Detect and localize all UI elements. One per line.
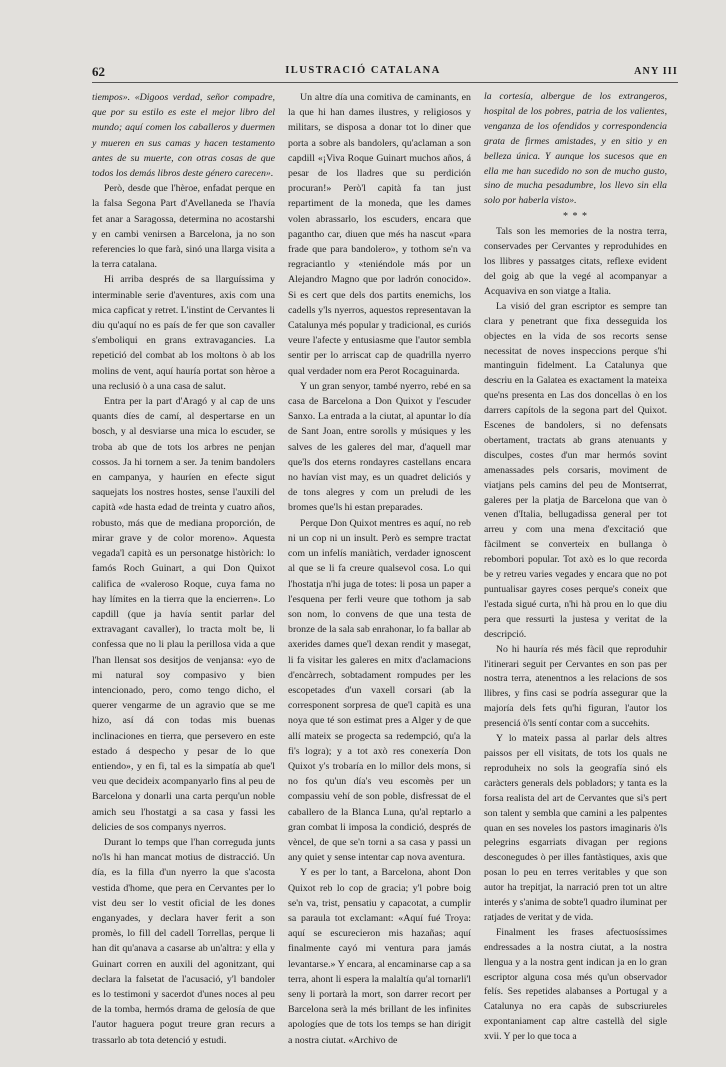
- paragraph: Però, desde que l'hèroe, enfadat perque en la falsa Segona Part d'Avellaneda se l'havía fet anar a Saragossa, determina no acostarshi y en cambi venirsen a Barcelona, ja no son referencies lo que farà, sinó una llarga visita a la terra catalana.: [92, 183, 275, 271]
- paragraph: Entra per la part d'Aragó y al cap de uns quants díes de camí, al despertarse en un bosch, y al desviarse una mica lo escuder, se troba ab que de tots los arbres ne penjan cossos. Ja hi tornem a ser. Ja tenim bandolers en campanya, y hauríen en efecte sigut saquejats los nostres hostes, sense l'auxili del capità «de hasta edad de treinta y cuatro años, robusto, más que de mediana proporción, de mirar grave y de color moreno». Aquesta vegada'l capità es un personatge històrich: lo famós Roch Guinart, a qui Don Quixot califica de «valeroso Roque, cuya fama no hay límites en la tierra que la encierren». Lo capdill (que ja havía sentit parlar del extravagant cavaller), lo tracta molt be, li confessa que no li plau la perillosa vida a que l'han llensat sos desitjos de venjansa: «yo de mi natural soy compasivo y bien intencionado, pero, como tengo dicho, el querer vengarme de un agravio que se me hizo, así dá con todas mis buenas inclinaciones en tierra, que persevero en este estado á despecho y pesar de lo que entiendo», y en fi, tal es la simpatía ab que'l veu que decideix acompanyarlo fins al peu de Barcelona y donarli una carta perqu'un noble amich seu l'hostatgi a sa casa y fassi les delicies de sos companys nyerros.: [92, 396, 275, 833]
- paragraph: Tals son les memories de la nostra terra, conservades per Cervantes y reproduhides en los llibres y passatges citats, reflexe evident del goig ab que la vegé al acompanyar a Acquaviva en son viatge a Italia.: [484, 226, 667, 297]
- text-column-3: [484, 90, 667, 1045]
- paragraph: Y un gran senyor, també nyerro, rebé en sa casa de Barcelona a Don Quixot y l'escuder Sanxo. La entrada a la ciutat, al apuntar lo día de Sant Joan, entre sorolls y músiques y les salves de les galeres del mar, d'aquell mar que'ls dos eterns rondayres castellans encara no havían vist may, es un quadret deliciós y de tons alegres y com un preludi de les bromes que'ls hi estan preparades.: [288, 380, 471, 514]
- paragraph: Durant lo temps que l'han correguda junts no'ls hi han mancat motius de distracció. Un día, es la filla d'un nyerro la que s'acosta vestida d'home, que pera en Cervantes per lo vist deu ser lo vestit oficial de les dones enganyades, y declara haver ferit a son promès, lo fill del cadell Torrellas, perque li han dit qu'anava a casarse ab un'altra: y ella y Guinart corren en auxili del agonitzant, qui declara la falsetat de l'acusació, y'l bandoler es lo testimoni y sacerdot d'unes noces al peu de la tomba, hermós drama de gelosía de que l'autor haguera pogut treure gran recurs a trassarlo ab tota detenció y estudi.: [92, 836, 275, 1046]
- journal-title: ILUSTRACIÓ CATALANA: [285, 65, 441, 76]
- text-column-1: [92, 90, 275, 1048]
- paragraph: Y lo mateix passa al parlar dels altres paissos per ell visitats, de tots los quals ne reproduheix no sols la geografía sinó els caràcters generals dels pobladors; y tanta es la forsa realista del art de Cervantes que si's pert son talent y sembla que camini a les palpentes quan en ses noveles los pastors imaginaris ò'ls pelegrins esgarriats divagan per regions desconegudes ò per illes fantàstiques, axis que posan lo peu en terres veritables y que son autor ha trepitjat, la narració pren tot un altre interés y s'anima de sobte'l quadro iluminat per ratjades de veritat y de vida.: [484, 733, 667, 923]
- paragraph: Un altre día una comitiva de caminants, en la que hi han dames ilustres, y religiosos y militars, se disposa a donar tot lo diner que porta a sobre als bandolers, qu'aclaman a son capdill «¡Viva Roque Guinart muchos años, á pesar de los lladres que su perdición procuran!» Però'l capità fa tan just repartiment de la moneda, que les dames volen abrassarlo, los escuders, encara que pagantho car, diuen que més ha nascut «para frade que para bandolero», y tothom se'n va regraciantlo y «teniéndole más por un Alejandro Magno que por ladrón conocido». Si es cert que dels dos partits enemichs, los cadells y'ls nyerros, aquestos representavan la Catalunya més popular y tradicional, es curiós veure l'afecte y entusiasme que l'autor sembla sentir per lo arriscat cap de quadrilla nyerro qual verdader nom era Perot Rocaguinarda.: [288, 92, 471, 377]
- paragraph: Hi arriba després de sa llarguíssima y interminable serie d'aventures, axis com una mica capficat y retret. L'instint de Cervantes li diu qu'aquí no es país de fer que son cavaller s'emboliqui en grans extravagancies. La repetició del combat ab los moltons ò ab los molins de vent, aquí hauría portat son hèroe a una reclusió ò a una casa de salut.: [92, 274, 275, 392]
- running-head: [0, 64, 726, 82]
- issue-label: ANY III: [634, 66, 678, 77]
- paragraph: No hi hauría rés més fàcil que reproduhir l'itinerari seguit per Cervantes en son pas per nostra terra, atenentnos a les relacions de sos llibres, y fins casi se podría assegurar que la majoría dels fets qu'hi figuran, l'autor los presenciá ò'ls sentí contar com a succehits.: [484, 643, 667, 730]
- section-divider: * * *: [563, 211, 588, 223]
- paragraph: La visió del gran escriptor es sempre tan clara y penetrant que fixa desseguida los objectes en la vida de sos recorts sense necessitat de noves inspeccions perque s'hi mantinguin fidelment. La Catalunya que descriu en la Galatea es exactament la mateixa que'ns presenta en Las dos doncellas ò en los darrers capítols de la segona part del Quixot. Escenes de bandolers, si no defensats obertament, tractats ab grans atenuants y disculpes, costes d'un mar hermós sovint amenassades pels corsaris, moviment de viatjans pels camins del peu de Montserrat, galeres per la platja de Barcelona que van ò venen d'Italia, bellugadissa general per tot arreu y com una mena d'excitació que fàcilment se converteix en bullanga ò rebombori popular. Tot axò es lo que recorda be y retreu varies vegades y encara que no pot puntualisar gayres coses perque's coneix que l'estada sigué curta, n'hi hà prou en lo que diu pera que ressurti la justesa y veritat de la descripció.: [484, 300, 667, 640]
- paragraph: Perque Don Quixot mentres es aquí, no reb ni un cop ni un insult. Però es sempre tractat com un infelís maniàtich, verdader ignoscent al que se li fa creure qualsevol cosa. Lo qui l'hostatja n'hi juga de totes: li posa un paper a l'esquena per ferli veure que tothom ja sab son nom, lo convens de que una testa de bronze de la sala sab enrahonar, lo fa ballar ab axerides dames que'l dexan rendit y masegat, li fa visitar les galeres en mitx d'aclamacions d'encàrrech, sobtadament rompudes per les escopetades d'un vaxell corsari (ab la corresponent sorpresa de que'l capità es una noya que té son estimat pres a Alger y de que allí mateix se progecta sa redempció, qu'a la fi's logra); y a tot axò res conexería Don Quixot y's trobaría en lo millor dels mons, si no fos qu'un día's veu escomès per un compassiu vehí de son poble, disfressat de el caballero de la Blanca Luna, qu'al reptarlo a gran combat li imposa la condició, després de vèncel, de que se'n torni a sa casa y passi un any quiet y sense intentar cap nova aventura.: [288, 517, 471, 864]
- continued-quote: tiempos». «Digoos verdad, señor compadre, que por su estilo es este el mejor libro del mundo; aquí comen los caballeros y duermen y mueren en sus camas y hacen testamento antes de su muerte, con otras cosas de que todos los demás libros deste género carecen».: [92, 92, 275, 180]
- header-rule: [92, 82, 678, 83]
- paragraph: Y es per lo tant, a Barcelona, ahont Don Quixot reb lo cop de gracia; y'l pobre boig se'n va, trist, pensatiu y capacotat, a cumplir sa paraula tot exclamant: «Aquí fué Troya: aquí se escurecieron mis hazañas; aquí finalmente cayó mi ventura para jamás levantarse.» Y encara, al encaminarse cap a sa terra, ahont li espera la malaltía qu'al tornarli'l seny li portarà la mort, son darrer recort per Barcelona serà la més brillant de les infinites apologíes que de tots los temps se han dirigit a nostra ciutat. «Archivo de: [288, 867, 471, 1046]
- page-number: 62: [92, 64, 105, 79]
- paragraph: Finalment les frases afectuosíssimes endressades a la nostra ciutat, a la nostra llengua y a la nostra gent indican ja en lo gran escriptor alguna cosa més qu'un observador felís. Ses repetides alabanses a Portugal y a Catalunya no era capàs de subscriureles expontaniament cap altre castellà del sigle xvii. Y per lo que toca a: [484, 926, 667, 1043]
- text-column-2: [288, 90, 471, 1048]
- continued-quote: la cortesía, albergue de los extrangeros, hospital de los pobres, patria de los valientes, venganza de los ofendidos y correspondencia grata de firmes amistades, y en sitio y en belleza única. Y aunque los sucesos que en ella me han sucedido no son de mucho gusto, sino de mucha pesadumbre, los llevo sin ella solo por haberla visto».: [484, 91, 667, 207]
